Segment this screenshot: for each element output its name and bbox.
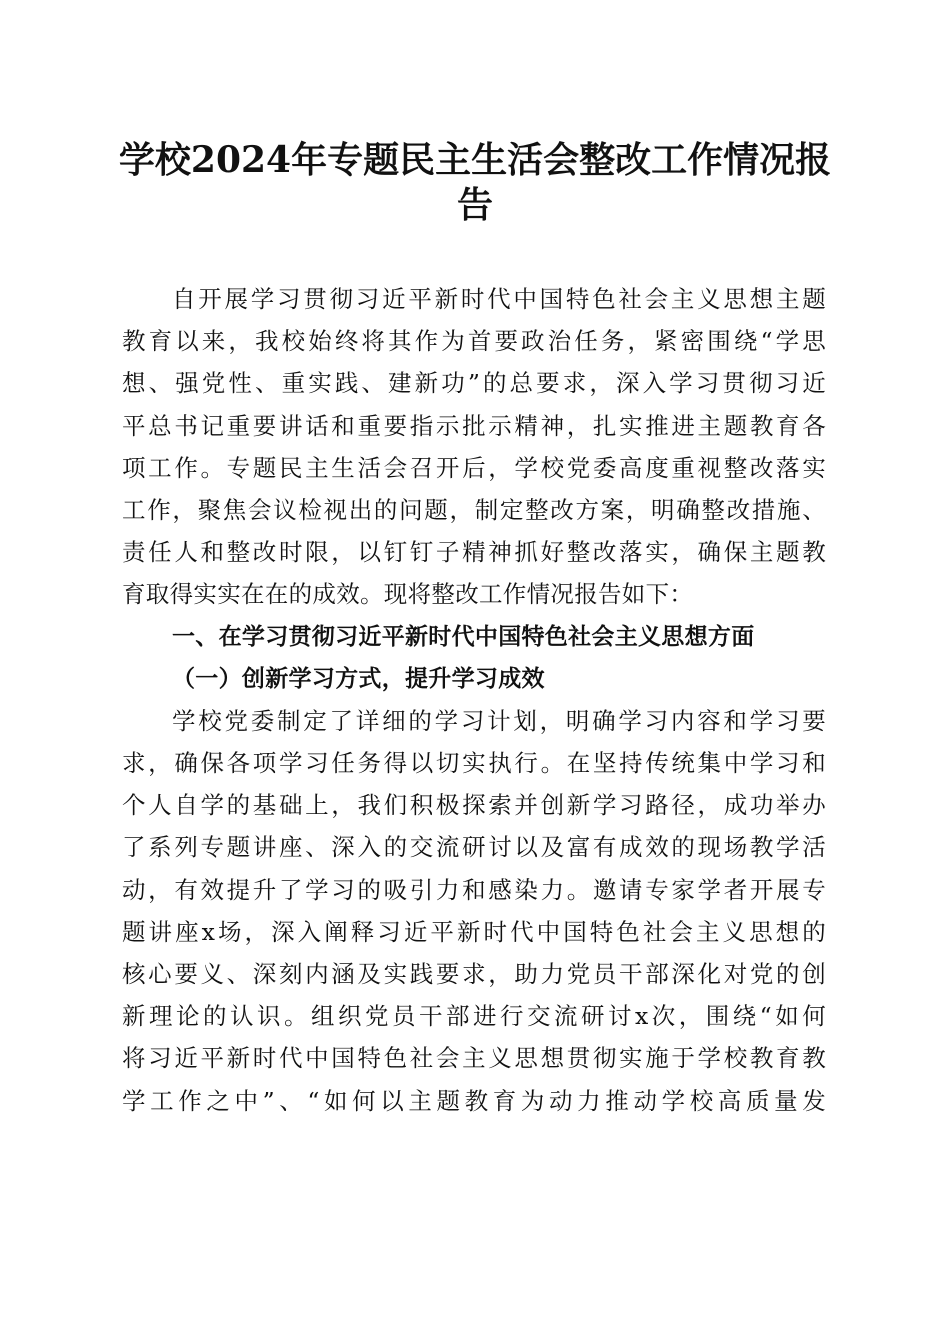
paragraph-line: 学校党委制定了详细的学习计划，明确学习内容和学习要 xyxy=(172,706,826,735)
paragraph-line: 了系列专题讲座、深入的交流研讨以及富有成效的现场教学活 xyxy=(122,833,826,862)
paragraph-line: 学工作之中”、“如何以主题教育为动力推动学校高质量发 xyxy=(122,1086,826,1115)
section-heading: 一、在学习贯彻习近平新时代中国特色社会主义思想方面 xyxy=(172,623,755,650)
paragraph-line: 教育以来，我校始终将其作为首要政治任务，紧密围绕“学思 xyxy=(122,327,826,356)
title-line-1: 学校2024年专题民主生活会整改工作情况报 xyxy=(118,139,832,181)
paragraph-line: 想、强党性、重实践、建新功”的总要求，深入学习贯彻习近 xyxy=(122,369,826,398)
paragraph-line: 核心要义、深刻内涵及实践要求，助力党员干部深化对党的创 xyxy=(122,960,826,988)
title-line-2: 告 xyxy=(456,184,493,226)
paragraph-line: 求，确保各项学习任务得以切实执行。在坚持传统集中学习和 xyxy=(122,749,826,778)
paragraph-line: 个人自学的基础上，我们积极探索并创新学习路径，成功举办 xyxy=(122,791,826,820)
paragraph-line: 将习近平新时代中国特色社会主义思想贯彻实施于学校教育教 xyxy=(122,1044,826,1073)
paragraph-line: 新理论的认识。组织党员干部进行交流研讨x次，围绕“如何 xyxy=(122,1002,826,1031)
paragraph-line: 责任人和整改时限，以钉钉子精神抓好整改落实，确保主题教 xyxy=(122,538,826,567)
document-body xyxy=(122,278,826,1122)
paragraph-line: 自开展学习贯彻习近平新时代中国特色社会主义思想主题 xyxy=(172,285,826,313)
document-title xyxy=(110,138,840,228)
paragraph-line: 项工作。专题民主生活会召开后，学校党委高度重视整改落实 xyxy=(122,453,826,482)
paragraph-line: 工作，聚焦会议检视出的问题，制定整改方案，明确整改措施、 xyxy=(122,495,826,524)
paragraph-line: 题讲座x场，深入阐释习近平新时代中国特色社会主义思想的 xyxy=(122,917,826,946)
paragraph-line: 平总书记重要讲话和重要指示批示精神，扎实推进主题教育各 xyxy=(122,411,826,440)
subsection-heading: （一）创新学习方式，提升学习成效 xyxy=(172,664,545,692)
paragraph-line: 动，有效提升了学习的吸引力和感染力。邀请专家学者开展专 xyxy=(122,875,826,904)
paragraph-line: 育取得实实在在的成效。现将整改工作情况报告如下： xyxy=(122,580,694,609)
